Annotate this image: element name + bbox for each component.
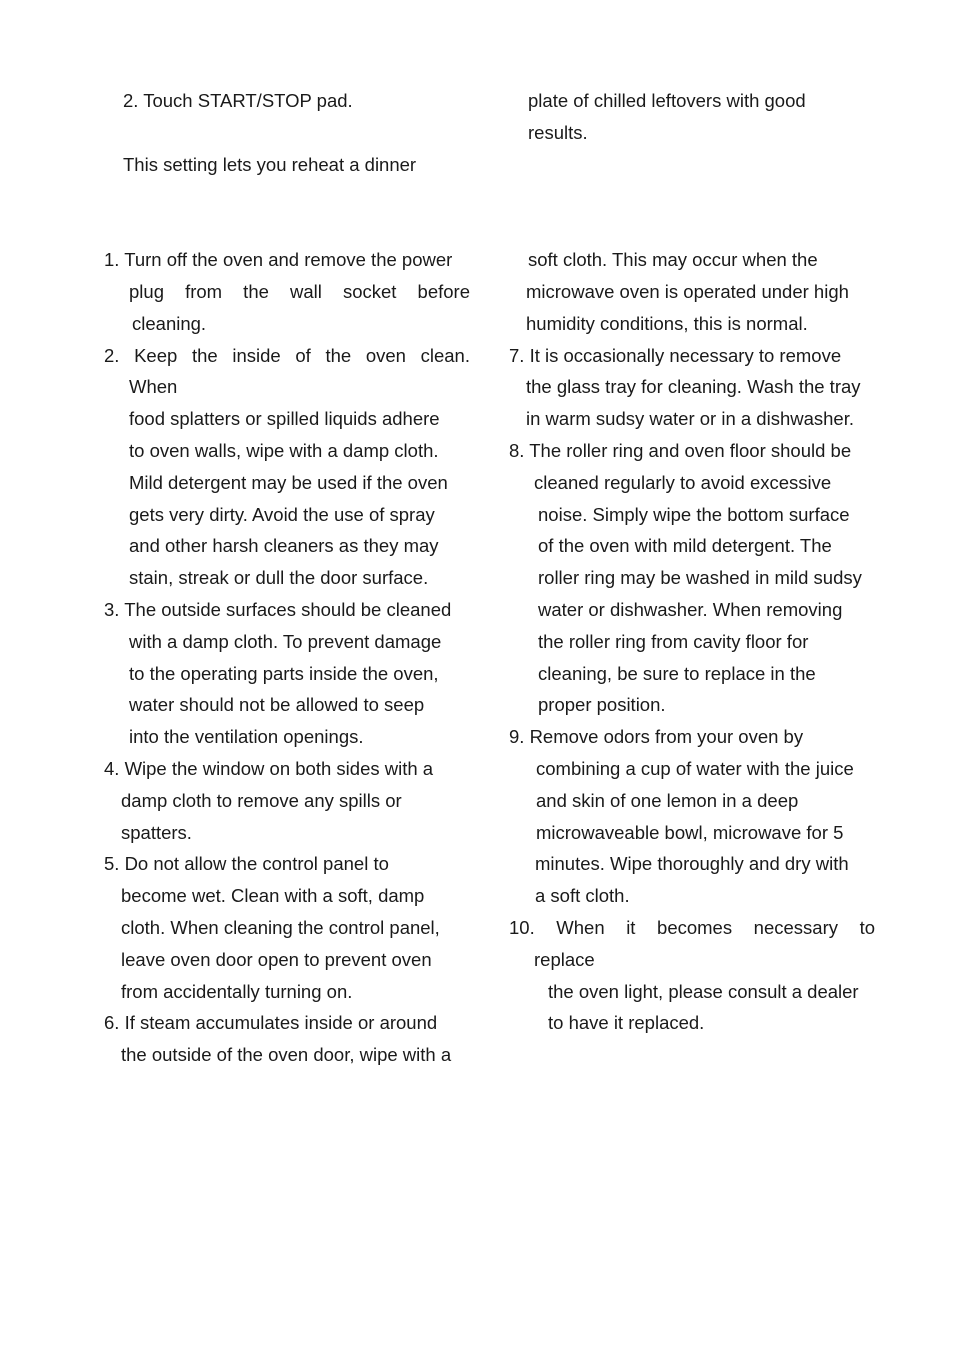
right-line-16: 9. Remove odors from your oven by: [509, 726, 804, 747]
right-line-12: water or dishwasher. When removing: [538, 599, 843, 620]
top-right-line-2: results.: [528, 122, 588, 143]
left-line-17: 4. Wipe the window on both sides with a: [104, 758, 434, 779]
right-line-23: replace: [534, 949, 595, 970]
left-line-20: 5. Do not allow the control panel to: [104, 853, 389, 874]
left-line-6: food splatters or spilled liquids adhere: [129, 408, 440, 429]
right-line-13: the roller ring from cavity floor for: [538, 631, 809, 652]
left-line-18: damp cloth to remove any spills or: [121, 790, 402, 811]
right-line-18: and skin of one lemon in a deep: [536, 790, 799, 811]
left-line-5: When: [129, 376, 178, 397]
right-line-15: proper position.: [538, 694, 666, 715]
left-line-23: leave oven door open to prevent oven: [121, 949, 432, 970]
right-line-3: humidity conditions, this is normal.: [526, 313, 808, 334]
left-line-7: to oven walls, wipe with a damp cloth.: [129, 440, 439, 461]
left-line-12: 3. The outside surfaces should be cleaned: [104, 599, 452, 620]
left-line-19: spatters.: [121, 822, 192, 843]
right-line-17: combining a cup of water with the juice: [536, 758, 854, 779]
left-line-25: 6. If steam accumulates inside or around: [104, 1012, 438, 1033]
left-line-8: Mild detergent may be used if the oven: [129, 472, 448, 493]
right-line-8: cleaned regularly to avoid excessive: [534, 472, 832, 493]
left-line-24: from accidentally turning on.: [121, 981, 353, 1002]
right-line-14: cleaning, be sure to replace in the: [538, 663, 816, 684]
left-line-2: plug from the wall socket before: [129, 281, 470, 302]
left-line-13: with a damp cloth. To prevent damage: [129, 631, 442, 652]
left-line-22: cloth. When cleaning the control panel,: [121, 917, 440, 938]
left-line-4: 2. Keep the inside of the oven clean.: [104, 345, 470, 366]
right-line-22: 10. When it becomes necessary to: [509, 917, 875, 938]
right-line-11: roller ring may be washed in mild sudsy: [538, 567, 862, 588]
left-line-11: stain, streak or dull the door surface.: [129, 567, 429, 588]
left-line-3: cleaning.: [132, 313, 207, 334]
left-line-10: and other harsh cleaners as they may: [129, 535, 439, 556]
right-line-1: soft cloth. This may occur when the: [528, 249, 818, 270]
right-line-10: of the oven with mild detergent. The: [538, 535, 832, 556]
right-line-5: the glass tray for cleaning. Wash the tray: [526, 376, 861, 397]
right-line-20: minutes. Wipe thoroughly and dry with: [535, 853, 849, 874]
top-left-line-1: 2. Touch START/STOP pad.: [123, 90, 353, 111]
top-right-line-1: plate of chilled leftovers with good: [528, 90, 806, 111]
top-left-line-2: This setting lets you reheat a dinner: [123, 154, 417, 175]
right-line-9: noise. Simply wipe the bottom surface: [538, 504, 850, 525]
right-line-2: microwave oven is operated under high: [526, 281, 849, 302]
right-line-4: 7. It is occasionally necessary to remove: [509, 345, 842, 366]
right-line-6: in warm sudsy water or in a dishwasher.: [526, 408, 854, 429]
right-line-21: a soft cloth.: [535, 885, 630, 906]
right-line-24: the oven light, please consult a dealer: [548, 981, 859, 1002]
left-line-15: water should not be allowed to seep: [129, 694, 425, 715]
left-line-21: become wet. Clean with a soft, damp: [121, 885, 425, 906]
right-line-25: to have it replaced.: [548, 1012, 705, 1033]
left-line-16: into the ventilation openings.: [129, 726, 364, 747]
left-line-14: to the operating parts inside the oven,: [129, 663, 439, 684]
left-line-26: the outside of the oven door, wipe with a: [121, 1044, 452, 1065]
right-line-7: 8. The roller ring and oven floor should be: [509, 440, 852, 461]
left-line-1: 1. Turn off the oven and remove the power: [104, 249, 453, 270]
left-line-9: gets very dirty. Avoid the use of spray: [129, 504, 435, 525]
right-line-19: microwaveable bowl, microwave for 5: [536, 822, 844, 843]
